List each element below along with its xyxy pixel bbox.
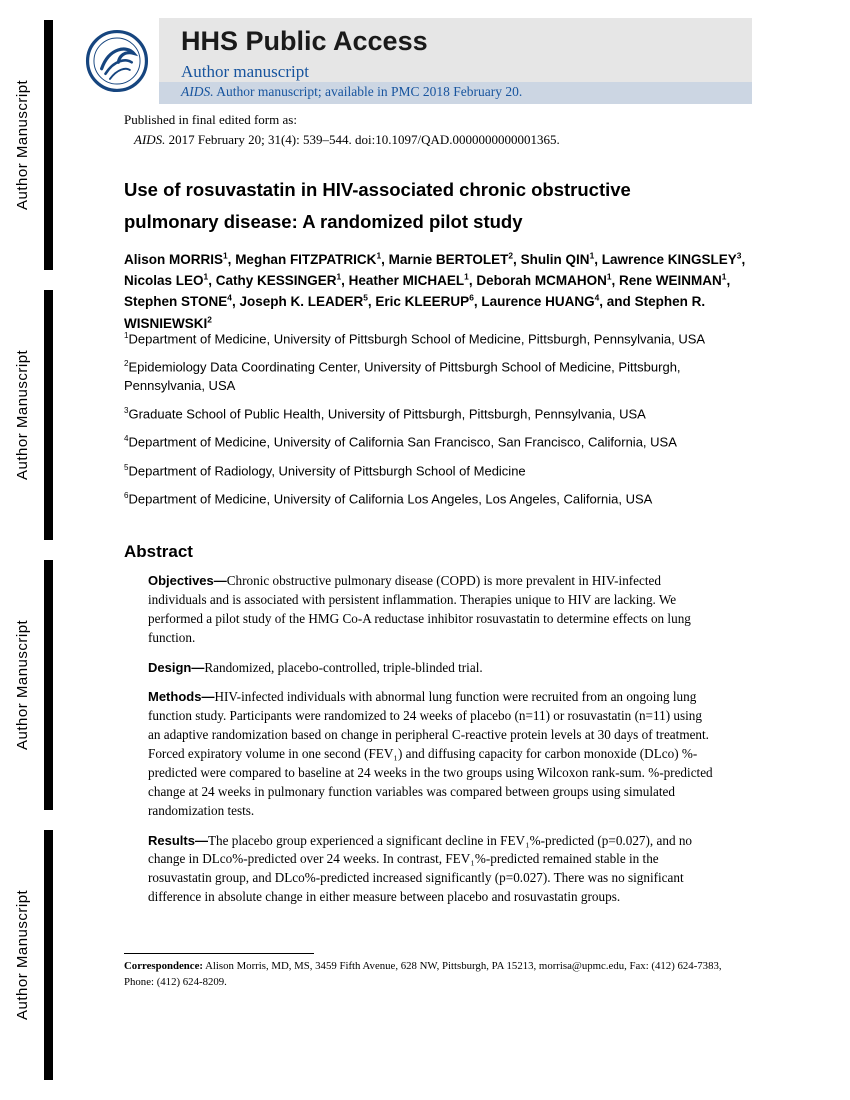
author: Nicolas LEO$^1$, <box>124 271 216 288</box>
author: Shulin QIN$^1$, <box>520 250 602 267</box>
watermark-label: Author Manuscript <box>14 889 31 1021</box>
author-affiliation-number: 3 <box>736 250 742 260</box>
watermark-bar <box>44 830 53 1080</box>
watermark-bar <box>44 20 53 270</box>
affiliation: $^4$Department of Medicine, University of California San Francisco, San Francisco, California, USA <box>124 434 677 450</box>
banner-title: HHS Public Access <box>181 26 428 56</box>
author: Laurence HUANG$^4$, and <box>481 292 635 310</box>
author: Stephen STONE$^4$, <box>124 292 240 310</box>
author: Joseph K. LEADER$^5$, <box>239 292 376 310</box>
author-affiliation-number: 1 <box>223 250 228 260</box>
abstract-section-design: Design—Randomized, placebo-controlled, triple-blinded trial. <box>148 659 483 675</box>
author: Marnie BERTOLET$^2$, <box>388 250 521 267</box>
author: Rene WEINMAN$^1$, <box>619 271 731 288</box>
banner-subtitle: Author manuscript <box>181 62 309 81</box>
banner-availability-band <box>159 82 752 104</box>
affiliation: $^5$Department of Radiology, University of Pittsburgh School of Medicine <box>124 462 526 478</box>
author-affiliation-number: 4 <box>594 292 600 303</box>
abstract-section-methods: Methods—HIV-infected individuals with abnormal lung function were recruited from an ongoing lung function study. Participants were randomized to 24 weeks of placebo (n=11) or rosuvastatin (n=11) using an adaptive randomization based on change in peripheral C-reactive protein levels at 30 days of treatment. Forced expiratory volume in one second (FEV₁) and diffusing capacity for carbon monoxide (DLco) %-predicted were compared to baseline at 24 weeks in the two groups using Wilcoxon rank-sum. %-predicted change at 24 weeks in pulmonary function variables was compared between groups using simulated randomization tests. <box>148 689 713 818</box>
sidebar-watermark-4 <box>0 830 70 1080</box>
author-affiliation-number: 1 <box>376 250 382 260</box>
affiliation-list <box>124 330 752 518</box>
sidebar-watermark-1 <box>0 20 70 270</box>
author: Meghan FITZPATRICK$^1$, <box>235 250 389 267</box>
author: Deborah MCMAHON$^1$, <box>476 271 620 288</box>
article-title: Use of rosuvastatin in HIV-associated chronic obstructive pulmonary disease: A randomized pilot study <box>124 179 631 233</box>
correspondence-text: Correspondence: Alison Morris, MD, MS, 3459 Fifth Avenue, 628 NW, Pittsburgh, PA 15213, morrisa@upmc.edu, Fax: (412) 624-7383, Phone: (412) 624-8209. <box>124 960 722 988</box>
author-affiliation-number: 1 <box>203 271 209 282</box>
author: Heather MICHAEL$^1$, <box>348 271 477 288</box>
author: Cathy KESSINGER$^1$, <box>215 271 349 288</box>
author-affiliation-number: 2 <box>508 250 514 260</box>
author-affiliation-number: 4 <box>227 292 232 303</box>
hhs-logo <box>75 18 159 104</box>
author-affiliation-number: 2 <box>207 314 212 325</box>
citation-reference: AIDS. 2017 February 20; 31(4): 539–544. doi:10.1097/QAD.0000000000001365. <box>134 131 560 147</box>
citation-prefix: Published in final edited form as: <box>124 112 297 127</box>
sidebar-watermark-2 <box>0 290 70 540</box>
hhs-banner <box>75 18 752 104</box>
author-affiliation-number: 1 <box>589 250 595 260</box>
journal-name: AIDS. <box>181 84 214 99</box>
abstract-section-results: Results—The placebo group experienced a significant decline in FEV₁%-predicted (p=0.027), and no change in DLco%-predicted over 24 weeks. In contrast, FEV₁%-predicted remained stable in the rosuvastatin group, and DLco%-predicted increased significantly (p=0.027). There was no significant difference in absolute change in either measure between placebo and rosuvastatin groups. <box>148 832 693 905</box>
watermark-bar <box>44 290 53 540</box>
affiliation: $^6$Department of Medicine, University of California Los Angeles, Los Angeles, California, USA <box>124 490 653 507</box>
hhs-seal-icon <box>85 29 149 93</box>
watermark-label: Author Manuscript <box>14 349 31 481</box>
author-affiliation-number: 1 <box>606 271 612 282</box>
abstract-heading: Abstract <box>124 542 193 561</box>
author: Eric KLEERUP$^6$, <box>375 292 482 310</box>
author: Lawrence KINGSLEY$^3$, <box>601 250 746 267</box>
author-affiliation-number: 1 <box>721 271 727 282</box>
abstract-section-objectives: Objectives—Chronic obstructive pulmonary disease (COPD) is more prevalent in HIV-infected individuals and is associated with persistent inflammation. Therapies unique to HIV are lacking. We performed a pilot study of the HMG Co-A reductase inhibitor rosuvastatin to determine effects on lung function. <box>148 573 691 645</box>
watermark-label: Author Manuscript <box>14 79 31 211</box>
author: Stephen R. WISNIEWSKI$^2$ <box>124 294 706 331</box>
author-affiliation-number: 5 <box>363 292 368 303</box>
watermark-label: Author Manuscript <box>14 619 31 751</box>
watermark-bar <box>44 560 53 810</box>
correspondence-note <box>124 953 752 990</box>
sidebar-watermark-3 <box>0 560 70 810</box>
journal-name: AIDS. <box>134 131 166 147</box>
affiliation: $^2$Epidemiology Data Coordinating Center, University of Pittsburgh School of Medicine, Pittsburgh, Pennsylvania, USA <box>124 359 681 394</box>
author-affiliation-number: 1 <box>336 271 342 282</box>
banner-availability-text: AIDS. Author manuscript; available in PMC 2018 February 20. <box>181 84 523 99</box>
citation-block <box>124 110 752 149</box>
affiliation: $^3$Graduate School of Public Health, University of Pittsburgh, Pittsburgh, Pennsylvania, USA <box>124 406 646 422</box>
affiliation: $^1$Department of Medicine, University of Pittsburgh School of Medicine, Pittsburgh, Pennsylvania, USA <box>124 331 706 347</box>
author: Alison MORRIS$^1$, <box>124 250 236 267</box>
abstract-body <box>148 572 713 918</box>
footnote-rule <box>124 953 314 954</box>
author-list <box>124 249 752 335</box>
author-affiliation-number: 1 <box>464 271 469 282</box>
author-affiliation-number: 6 <box>469 292 474 303</box>
